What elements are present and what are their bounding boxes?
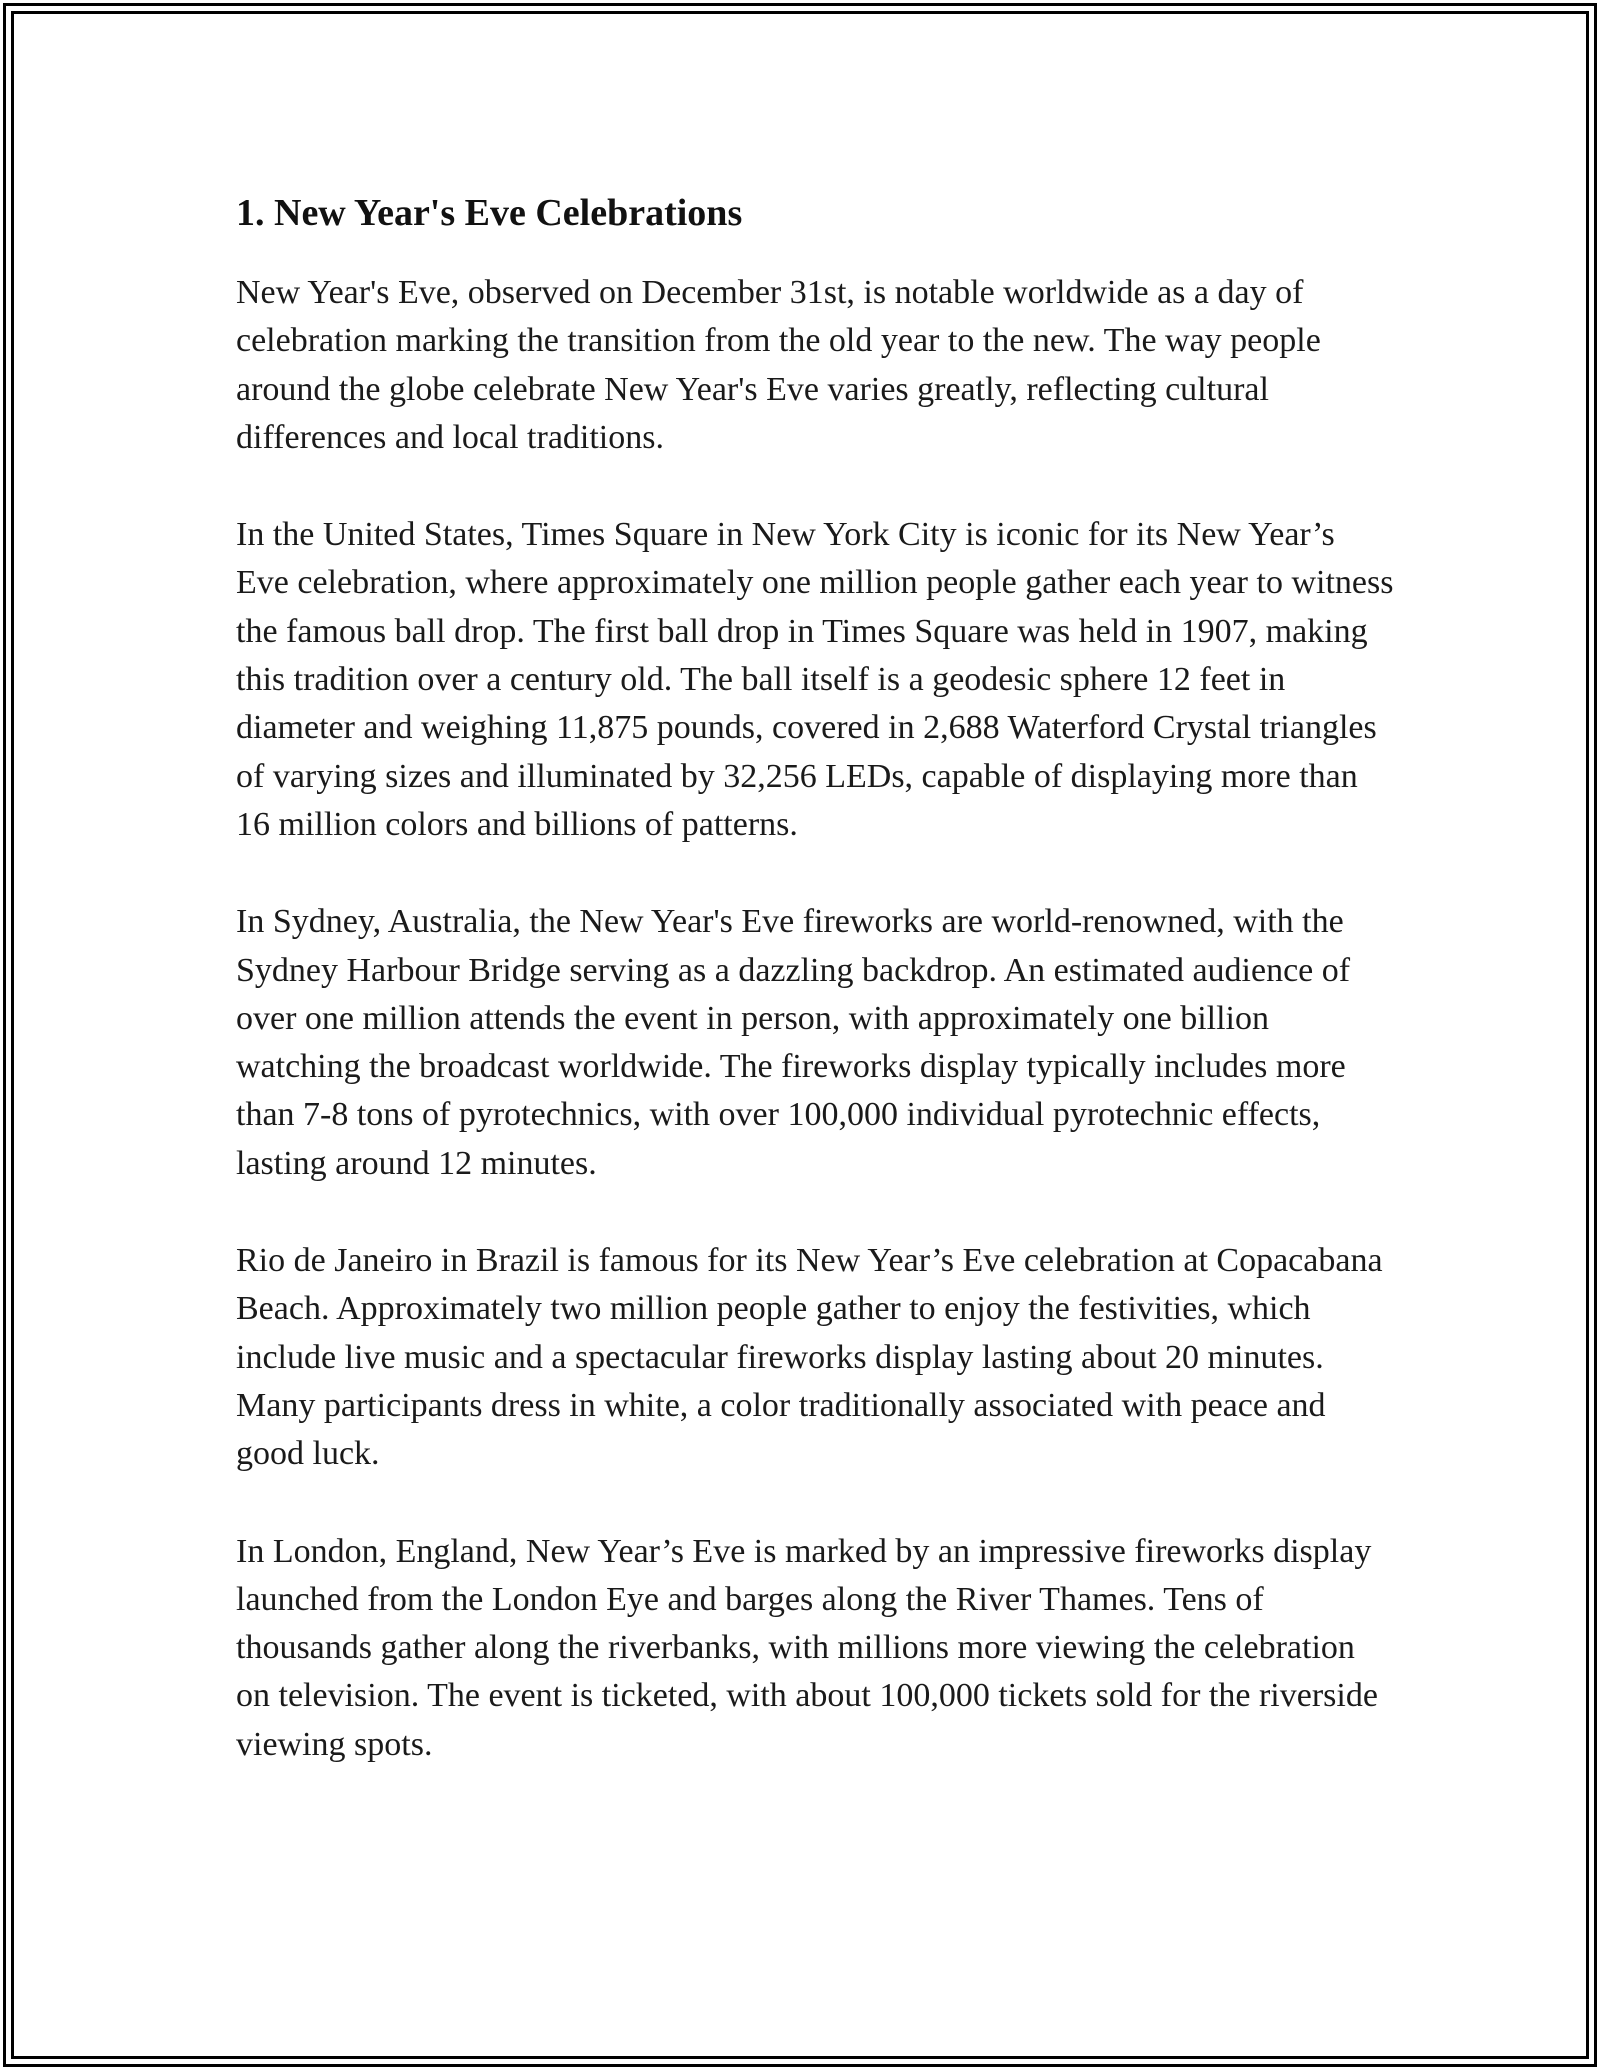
paragraph-united-states: In the United States, Times Square in New York City is iconic for its New Year’s Eve celebration, where approximately one million people gather each year to witness the famous ball drop. The first ball drop in Times Square was held in 1907, making this tradition over a century old. The ball itself is a geodesic sphere 12 feet in diameter and weighing 11,875 pounds, covered in 2,688 Waterford Crystal triangles of varying sizes and illuminated by 32,256 LEDs, capable of displaying more than 16 million colors and billions of patterns. <box>236 516 1394 843</box>
paragraph-rio-de-janeiro: Rio de Janeiro in Brazil is famous for its New Year’s Eve celebration at Copacabana Beach. Approximately two million people gather to enjoy the festivities, which include live music and a spectacular fireworks display lasting about 20 minutes. Many participants dress in white, a color traditionally associated with peace and good luck. <box>236 1242 1383 1473</box>
paragraph-sydney: In Sydney, Australia, the New Year's Eve fireworks are world-renowned, with the Sydney Harbour Bridge serving as a dazzling backdrop. An estimated audience of over one million attends the event in person, with approximately one billion watching the broadcast worldwide. The fireworks display typically includes more than 7-8 tons of pyrotechnics, with over 100,000 individual pyrotechnic effects, lasting around 12 minutes. <box>236 903 1351 1182</box>
section-title: 1. New Year's Eve Celebrations <box>236 192 743 234</box>
paragraph-london: In London, England, New Year’s Eve is marked by an impressive fireworks display launched from the London Eye and barges along the River Thames. Tens of thousands gather along the riverbanks, with millions more viewing the celebration on television. The event is ticketed, with about 100,000 tickets sold for the riverside viewing spots. <box>236 1532 1378 1763</box>
paragraph-intro: New Year's Eve, observed on December 31st, is notable worldwide as a day of celebration marking the transition from the old year to the new. The way people around the globe celebrate New Year's Eve varies greatly, reflecting cultural differences and local traditions. <box>236 274 1321 456</box>
document-body <box>236 185 1396 1818</box>
